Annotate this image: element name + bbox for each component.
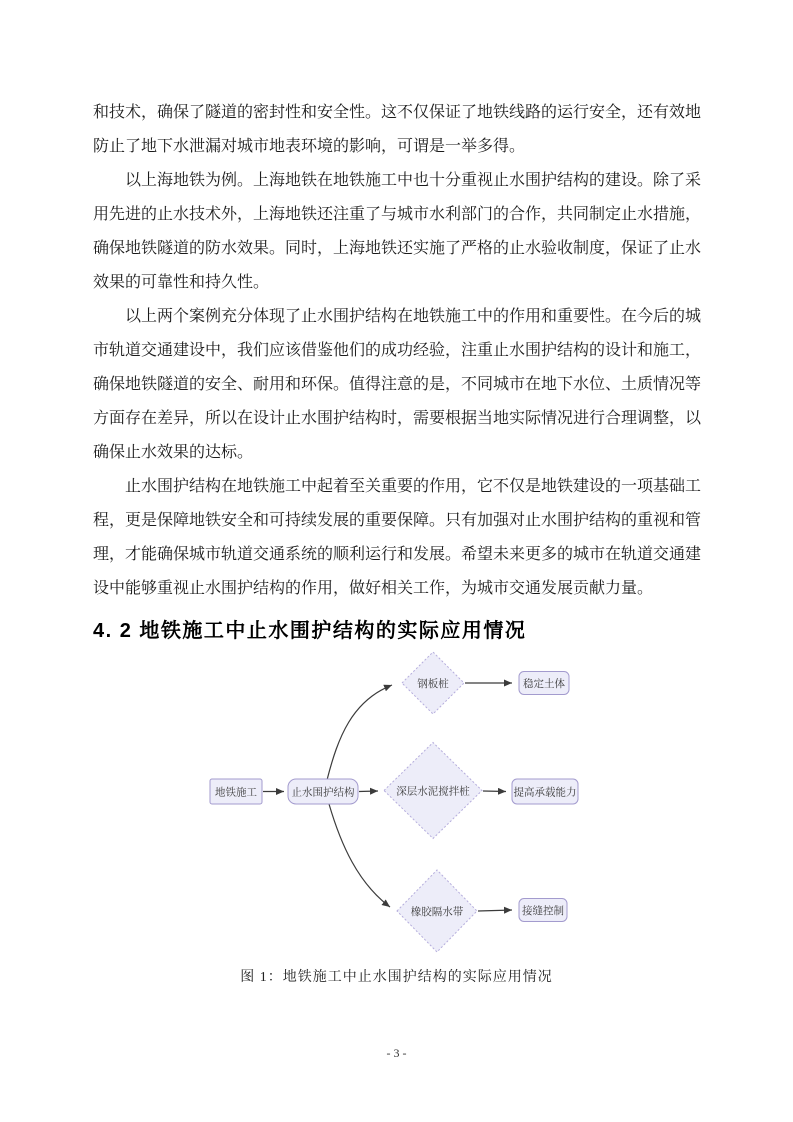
node-bearing-capacity xyxy=(512,779,578,804)
node-joint-control-label: 接缝控制 xyxy=(522,905,564,917)
arrow-bottom-to-effect xyxy=(478,910,512,911)
arrow-hub-to-bottom xyxy=(329,804,390,907)
node-steel-sheet-pile xyxy=(402,652,464,714)
node-hub xyxy=(288,779,358,804)
node-start-label: 地铁施工 xyxy=(215,786,257,799)
node-stabilize-soil-label: 稳定土体 xyxy=(523,678,565,690)
section-heading: 4. 2 地铁施工中止水围护结构的实际应用情况 xyxy=(93,620,527,642)
node-steel-sheet-pile-label: 钢板桩 xyxy=(417,678,449,690)
arrow-hub-to-middle xyxy=(359,791,378,792)
body-paragraph: 以上两个案例充分体现了止水围护结构在地铁施工中的作用和重要性。在今后的城市轨道交通建设中，我们应该借鉴他们的成功经验，注重止水围护结构的设计和施工，确保地铁隧道的安全、耐用和环保。值得注意的是，不同城市在地下水位、土质情况等方面存在差异，所以在设计止水围护结构时，需要根据当地实际情况进行合理调整，以确保止水效果的达标。 xyxy=(93,308,702,461)
body-paragraph: 止水围护结构在地铁施工中起着至关重要的作用，它不仅是地铁建设的一项基础工程，更是保障地铁安全和可持续发展的重要保障。只有加强对止水围护结构的重视和管理，才能确保城市轨道交通系统的顺利运行和发展。希望未来更多的城市在轨道交通建设中能够重视止水围护结构的作用，做好相关工作，为城市交通发展贡献力量。 xyxy=(93,478,702,597)
page-number: - 3 - xyxy=(386,1046,407,1060)
body-paragraph: 和技术，确保了隧道的密封性和安全性。这不仅保证了地铁线路的运行安全，还有效地防止了地下水泄漏对城市地表环境的影响，可谓是一举多得。 xyxy=(93,104,702,155)
node-joint-control xyxy=(519,899,567,922)
node-stabilize-soil xyxy=(519,672,569,695)
body-paragraph: 以上海地铁为例。上海地铁在地铁施工中也十分重视止水围护结构的建设。除了采用先进的止水技术外，上海地铁还注重了与城市水利部门的合作，共同制定止水措施，确保地铁隧道的防水效果。同时，上海地铁还实施了严格的止水验收制度，保证了止水效果的可靠性和持久性。 xyxy=(93,172,702,291)
arrow-hub-to-top xyxy=(327,685,392,780)
figure-caption: 图 1：地铁施工中止水围护结构的实际应用情况 xyxy=(240,970,553,985)
node-rubber-waterstop-label: 橡胶隔水带 xyxy=(410,906,464,918)
body-text xyxy=(93,96,701,646)
flowchart-figure xyxy=(0,645,793,965)
node-start xyxy=(210,779,262,804)
node-deep-cement-mixing-pile-label: 深层水泥搅拌桩 xyxy=(396,785,470,798)
arrow-middle-to-effect xyxy=(483,791,506,792)
flowchart-canvas xyxy=(0,645,793,965)
node-rubber-waterstop xyxy=(397,870,477,952)
node-hub-label: 止水围护结构 xyxy=(291,786,355,799)
node-bearing-capacity-label: 提高承载能力 xyxy=(513,786,577,799)
node-deep-cement-mixing-pile xyxy=(384,743,482,839)
